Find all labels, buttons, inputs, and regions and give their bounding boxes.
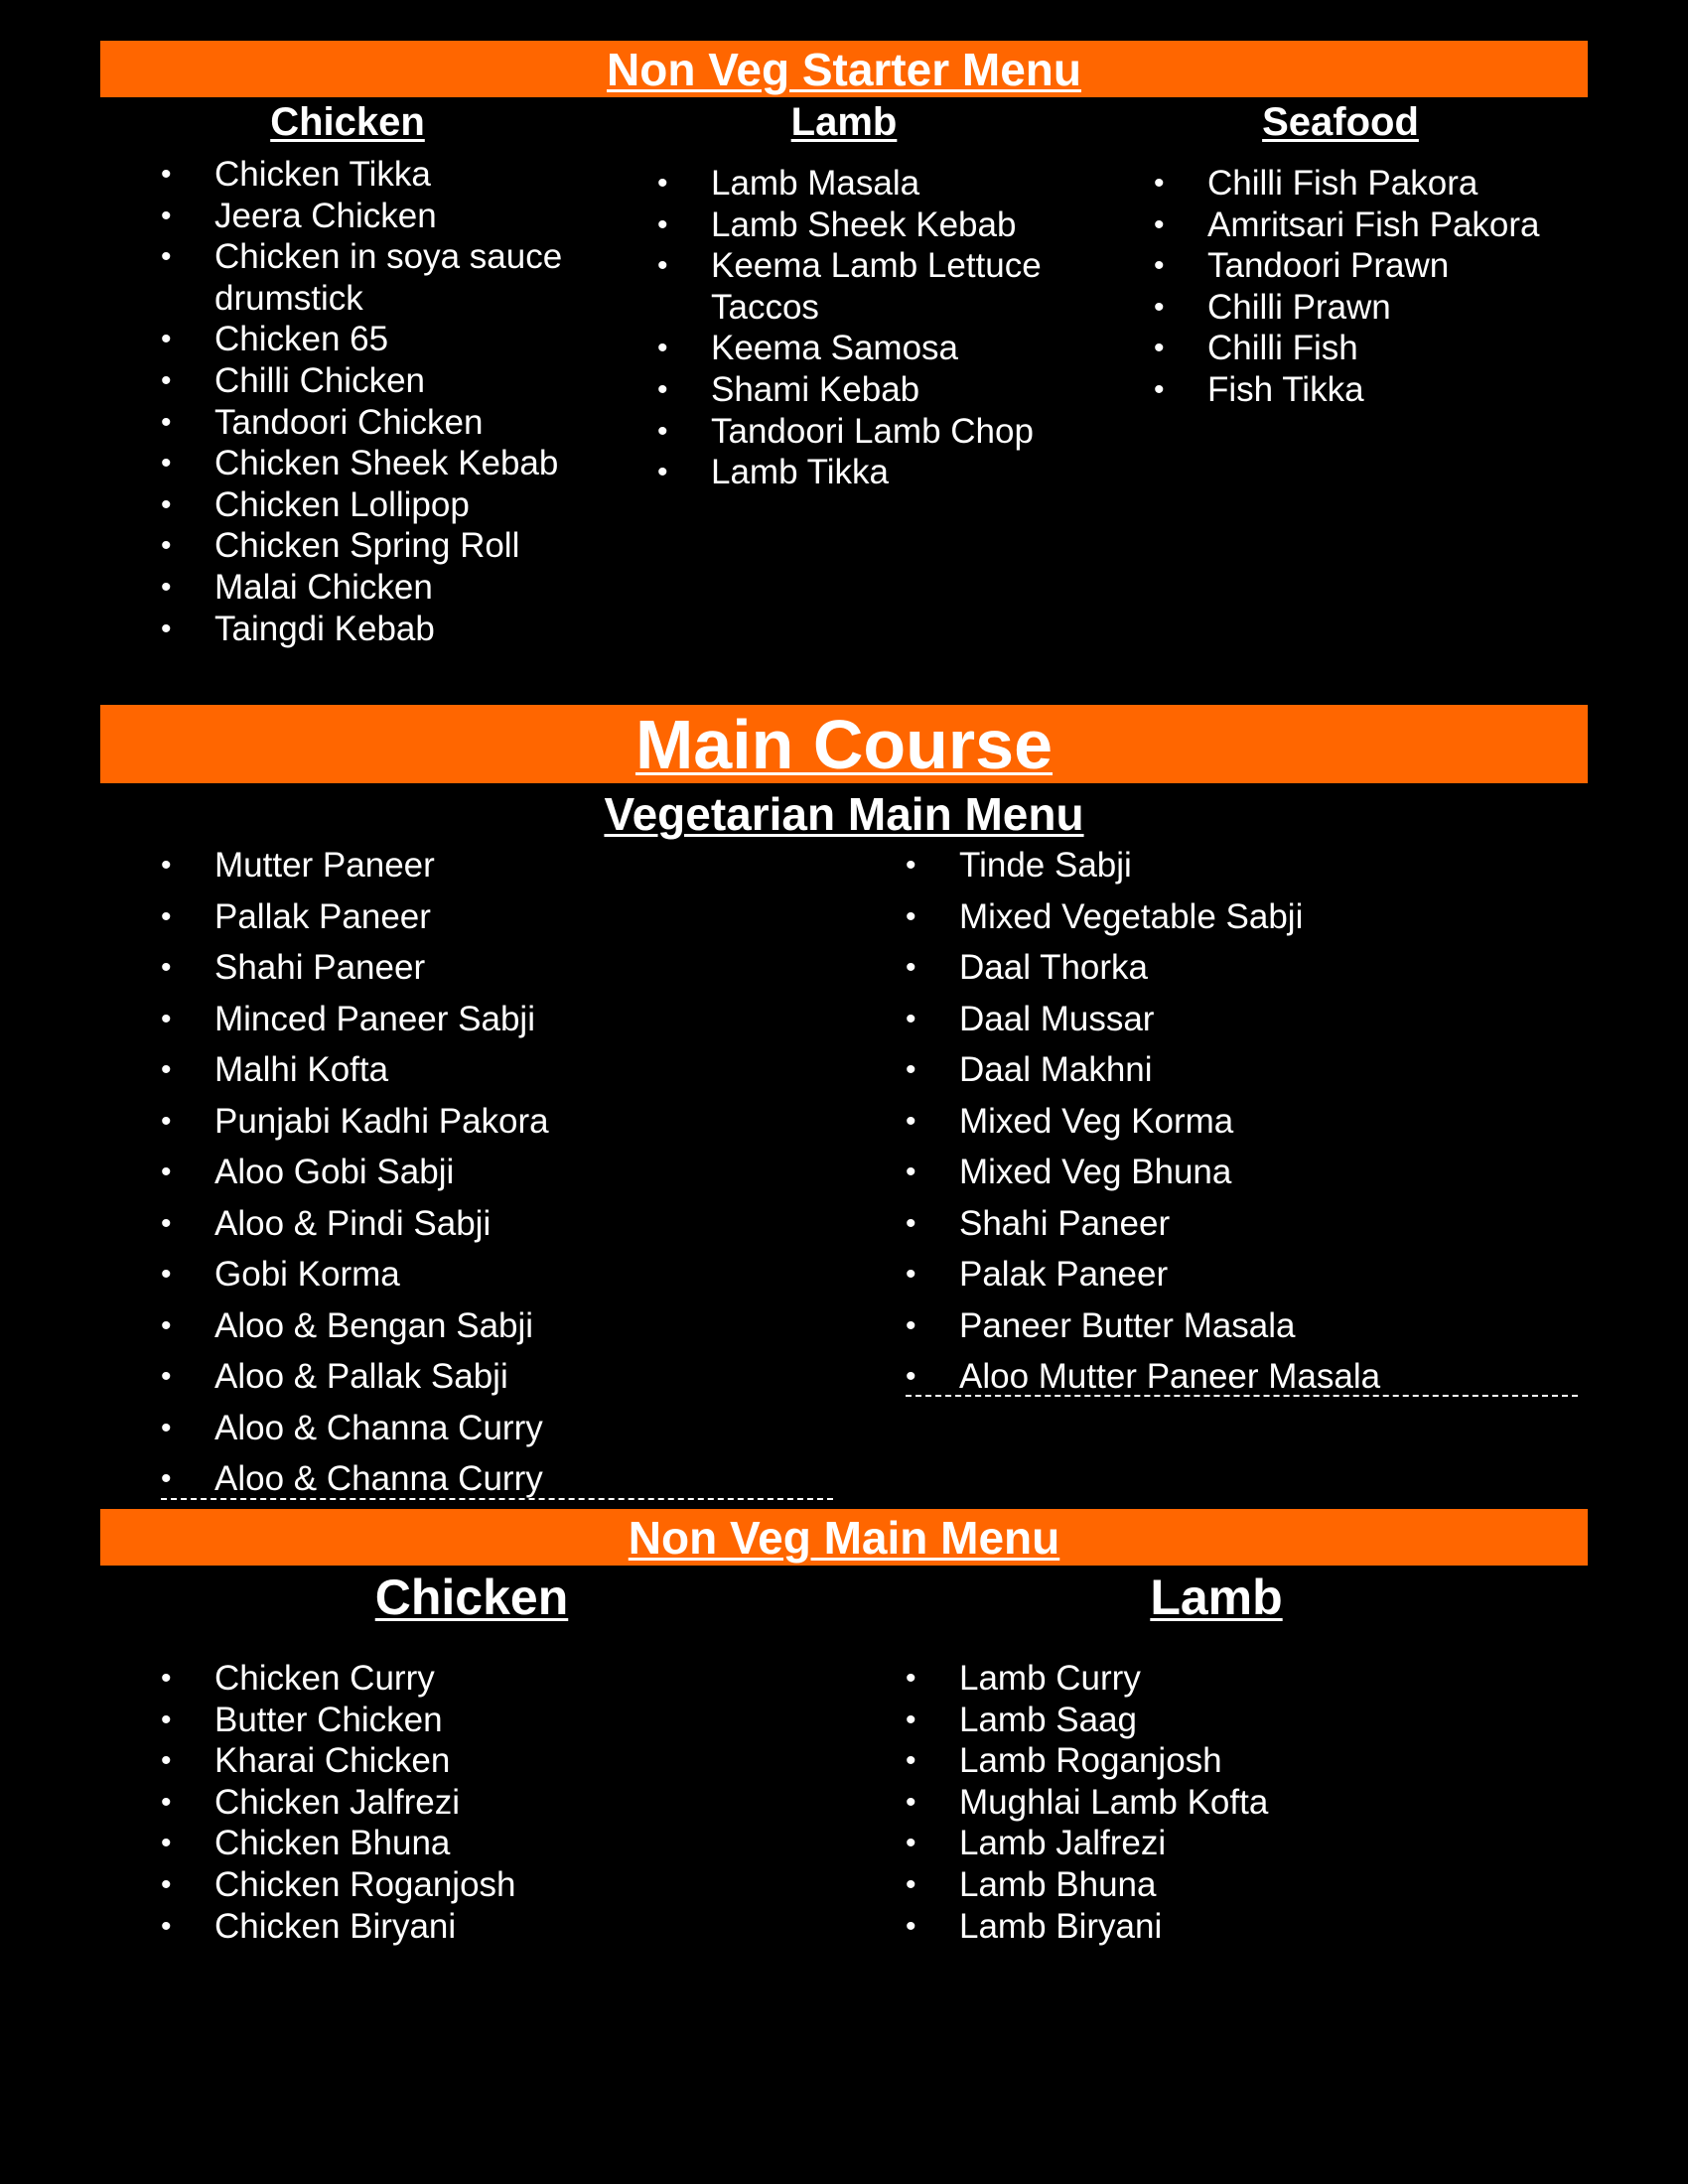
list-item: • Chicken Sheek Kebab <box>161 443 598 484</box>
veg-right-divider <box>906 1395 1578 1397</box>
nonveg-chicken-list <box>161 1658 717 1947</box>
list-item: • Tandoori Prawn <box>1154 245 1581 287</box>
list-item: • Daal Thorka <box>906 942 1581 994</box>
list-item: • Shahi Paneer <box>161 942 737 994</box>
starter-chicken-list <box>161 154 598 649</box>
starter-seafood-heading: Seafood <box>1262 100 1419 144</box>
list-item: • Mutter Paneer <box>161 840 737 891</box>
list-item: • Chicken Bhuna <box>161 1823 717 1864</box>
list-item: • Paneer Butter Masala <box>906 1300 1581 1352</box>
list-item: • Chilli Fish Pakora <box>1154 163 1581 205</box>
list-item: • Chilli Prawn <box>1154 287 1581 329</box>
list-item: • Lamb Saag <box>906 1700 1501 1741</box>
list-item: • Chilli Chicken <box>161 360 598 402</box>
list-item: • Mixed Veg Bhuna <box>906 1147 1581 1198</box>
list-item: • Lamb Masala <box>657 163 1074 205</box>
list-item: • Punjabi Kadhi Pakora <box>161 1096 737 1148</box>
starter-menu-banner <box>100 41 1588 97</box>
list-item: • Keema Samosa <box>657 328 1074 369</box>
veg-right-list <box>906 840 1581 1403</box>
list-item: • Chicken Curry <box>161 1658 717 1700</box>
list-item: • Mixed Vegetable Sabji <box>906 891 1581 943</box>
list-item: • Aloo & Channa Curry <box>161 1403 737 1454</box>
nonveg-chicken-heading: Chicken <box>374 1570 569 1625</box>
list-item: • Lamb Jalfrezi <box>906 1823 1501 1864</box>
list-item: • Chicken Tikka <box>161 154 598 196</box>
list-item: • Aloo & Pindi Sabji <box>161 1198 737 1250</box>
list-item: • Malai Chicken <box>161 567 598 609</box>
list-item: • Aloo Gobi Sabji <box>161 1147 737 1198</box>
starter-chicken-heading: Chicken <box>270 100 425 144</box>
list-item: • Aloo & Bengan Sabji <box>161 1300 737 1352</box>
list-item: • Lamb Roganjosh <box>906 1740 1501 1782</box>
veg-main-heading: Vegetarian Main Menu <box>604 788 1084 840</box>
list-item: • Pallak Paneer <box>161 891 737 943</box>
list-item: • Daal Makhni <box>906 1044 1581 1096</box>
list-item: • Lamb Biryani <box>906 1906 1501 1948</box>
list-item: • Butter Chicken <box>161 1700 717 1741</box>
starter-menu-title: Non Veg Starter Menu <box>607 43 1081 95</box>
list-item: • Chicken in soya sauce drumstick <box>161 236 598 319</box>
list-item: • Keema Lamb Lettuce Taccos <box>657 245 1074 328</box>
list-item: • Chicken Biryani <box>161 1906 717 1948</box>
list-item: • Tandoori Chicken <box>161 402 598 444</box>
list-item: • Lamb Tikka <box>657 452 1074 493</box>
list-item: • Shahi Paneer <box>906 1198 1581 1250</box>
list-item: • Mixed Veg Korma <box>906 1096 1581 1148</box>
list-item: • Shami Kebab <box>657 369 1074 411</box>
list-item: • Fish Tikka <box>1154 369 1581 411</box>
starter-lamb-list <box>657 163 1074 493</box>
veg-left-divider <box>161 1498 833 1500</box>
list-item: • Chicken Roganjosh <box>161 1864 717 1906</box>
list-item: • Chilli Fish <box>1154 328 1581 369</box>
nonveg-lamb-list <box>906 1658 1501 1947</box>
list-item: • Malhi Kofta <box>161 1044 737 1096</box>
list-item: • Kharai Chicken <box>161 1740 717 1782</box>
list-item: • Aloo & Channa Curry <box>161 1453 737 1505</box>
list-item: • Chicken Spring Roll <box>161 525 598 567</box>
nonveg-main-title: Non Veg Main Menu <box>628 1511 1060 1564</box>
nonveg-main-banner <box>100 1509 1588 1566</box>
veg-left-list <box>161 840 737 1505</box>
starter-seafood-list <box>1154 163 1581 411</box>
list-item: • Gobi Korma <box>161 1249 737 1300</box>
list-item: • Mughlai Lamb Kofta <box>906 1782 1501 1824</box>
list-item: • Jeera Chicken <box>161 196 598 237</box>
list-item: • Lamb Sheek Kebab <box>657 205 1074 246</box>
list-item: • Aloo Mutter Paneer Masala <box>906 1351 1581 1403</box>
main-course-banner <box>100 705 1588 783</box>
list-item: • Palak Paneer <box>906 1249 1581 1300</box>
list-item: • Chicken Jalfrezi <box>161 1782 717 1824</box>
starter-lamb-heading: Lamb <box>790 100 898 144</box>
list-item: • Daal Mussar <box>906 994 1581 1045</box>
list-item: • Lamb Curry <box>906 1658 1501 1700</box>
list-item: • Chicken 65 <box>161 319 598 360</box>
list-item: • Taingdi Kebab <box>161 609 598 650</box>
list-item: • Minced Paneer Sabji <box>161 994 737 1045</box>
nonveg-lamb-heading: Lamb <box>1150 1570 1283 1625</box>
list-item: • Tandoori Lamb Chop <box>657 411 1074 453</box>
main-course-title: Main Course <box>634 705 1054 783</box>
list-item: • Tinde Sabji <box>906 840 1581 891</box>
list-item: • Amritsari Fish Pakora <box>1154 205 1581 246</box>
list-item: • Lamb Bhuna <box>906 1864 1501 1906</box>
list-item: • Chicken Lollipop <box>161 484 598 526</box>
list-item: • Aloo & Pallak Sabji <box>161 1351 737 1403</box>
